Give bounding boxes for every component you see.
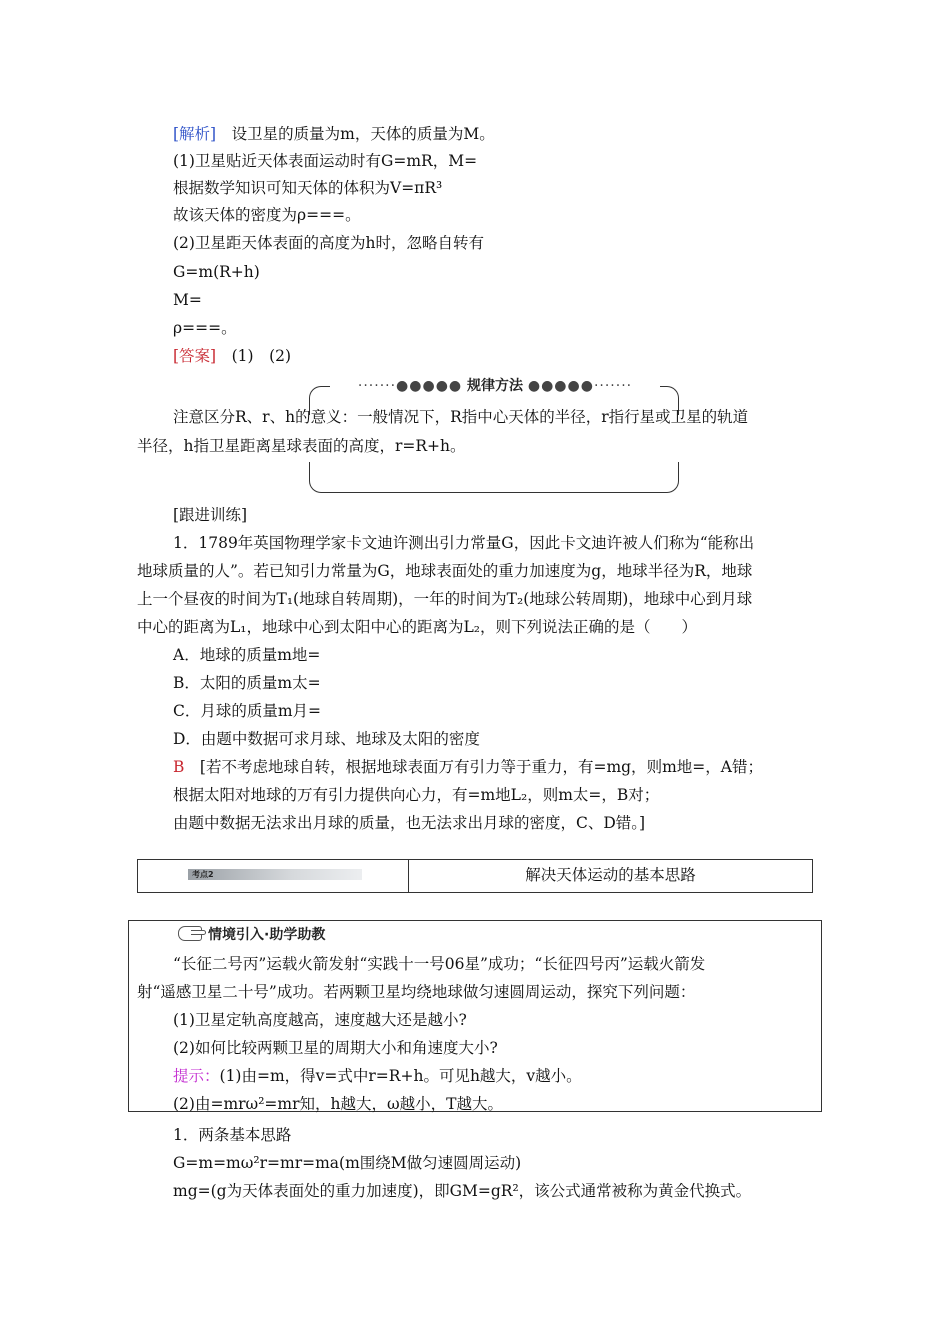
analysis-part2-line2: G=m(R+h)	[173, 263, 260, 281]
scene-heading-text: 情境引入·助学助教	[208, 927, 326, 943]
question-line-2: 地球质量的人”。若已知引力常量为G，地球表面处的重力加速度为g，地球半径为R，地球	[137, 562, 753, 580]
method-box-title	[330, 376, 660, 396]
decor-dots-right: ●●●●●·······	[527, 378, 633, 394]
practice-heading: [跟进训练]	[173, 506, 248, 524]
option-c: C．月球的质量m月=	[173, 702, 322, 720]
practice-answer-line-3: 由题中数据无法求出月球的质量，也无法求出月球的密度，C、D错。]	[173, 814, 646, 832]
scene-hint-line-2: (2)由=mrω²=mr知，h越大，ω越小，T越大。	[173, 1095, 503, 1113]
option-a: A．地球的质量m地=	[173, 646, 321, 664]
analysis-part1-line1: (1)卫星贴近天体表面运动时有G=mR，M=	[173, 152, 478, 170]
analysis-tag: [解析]	[173, 125, 217, 143]
decor-dots-left: ·······●●●●●	[357, 378, 463, 394]
scene-question-2: (2)如何比较两颗卫星的周期大小和角速度大小?	[173, 1039, 498, 1057]
keypoint-header-table	[137, 859, 813, 893]
analysis-intro: 设卫星的质量为m，天体的质量为M。	[231, 125, 495, 143]
question-line-3: 上一个昼夜的时间为T₁(地球自转周期)，一年的时间为T₂(地球公转周期)，地球中心到月球	[137, 590, 753, 608]
method-title-text: 规律方法	[467, 378, 523, 394]
basics-heading: 1．两条基本思路	[173, 1126, 292, 1144]
option-b: B．太阳的质量m太=	[173, 674, 321, 692]
analysis-part1-line2: 根据数学知识可知天体的体积为V=πR³	[173, 179, 443, 197]
basics-formula-line-2: mg=(g为天体表面处的重力加速度)，即GM=gR²，该公式通常被称为黄金代换式。	[173, 1182, 752, 1200]
question-line-4: 中心的距离为L₁，地球中心到太阳中心的距离为L₂，则下列说法正确的是（ ）	[137, 618, 698, 636]
practice-answer-line-1	[173, 757, 763, 777]
answer-line	[173, 346, 291, 366]
analysis-part2-line4: ρ===。	[173, 319, 237, 337]
analysis-part2-line3: M=	[173, 291, 202, 309]
option-d: D．由题中数据可求月球、地球及太阳的密度	[173, 730, 480, 748]
basics-formula-line-1: G=m=mω²r=mr=ma(m围绕M做匀速圆周运动)	[173, 1154, 522, 1172]
analysis-line-intro	[173, 124, 495, 144]
method-box-bottom-border	[309, 462, 679, 493]
keypoint-badge-cell	[138, 860, 409, 892]
practice-answer-text-1: [若不考虑地球自转，根据地球表面万有引力等于重力，有=mg，则m地=，A错；	[199, 758, 763, 776]
scene-heading	[178, 925, 325, 945]
answer-tag: [答案]	[173, 347, 217, 365]
analysis-part2-line1: (2)卫星距天体表面的高度为h时，忽略自转有	[173, 234, 484, 252]
keypoint-title: 解决天体运动的基本思路	[525, 866, 696, 884]
hint-text-1: (1)由=m，得v=式中r=R+h。可见h越大，v越小。	[219, 1067, 582, 1085]
scene-question-1: (1)卫星定轨高度越高，速度越大还是越小?	[173, 1011, 467, 1029]
question-line-1: 1．1789年英国物理学家卡文迪许测出引力常量G，因此卡文迪许被人们称为“能称出	[173, 534, 755, 552]
scene-paragraph-line-2: 射“遥感卫星二十号”成功。若两颗卫星均绕地球做匀速圆周运动，探究下列问题：	[137, 983, 696, 1001]
practice-answer-letter: B	[173, 758, 185, 776]
method-line-1: 注意区分R、r、h的意义：一般情况下，R指中心天体的半径，r指行星或卫星的轨道	[173, 408, 749, 426]
method-line-2: 半径，h指卫星距离星球表面的高度，r=R+h。	[137, 437, 466, 455]
analysis-part1-line3: 故该天体的密度为ρ===。	[173, 206, 361, 224]
pointing-hand-icon	[178, 926, 202, 941]
scene-paragraph-line-1: “长征二号丙”运载火箭发射“实践十一号06星”成功；“长征四号丙”运载火箭发	[173, 955, 706, 973]
practice-answer-line-2: 根据太阳对地球的万有引力提供向心力，有=m地L₂，则m太=，B对；	[173, 786, 660, 804]
keypoint-badge: 考点2	[188, 869, 362, 880]
answer-text: (1) (2)	[231, 347, 292, 365]
scene-hint-line-1	[173, 1066, 582, 1086]
hint-label: 提示：	[173, 1067, 220, 1085]
